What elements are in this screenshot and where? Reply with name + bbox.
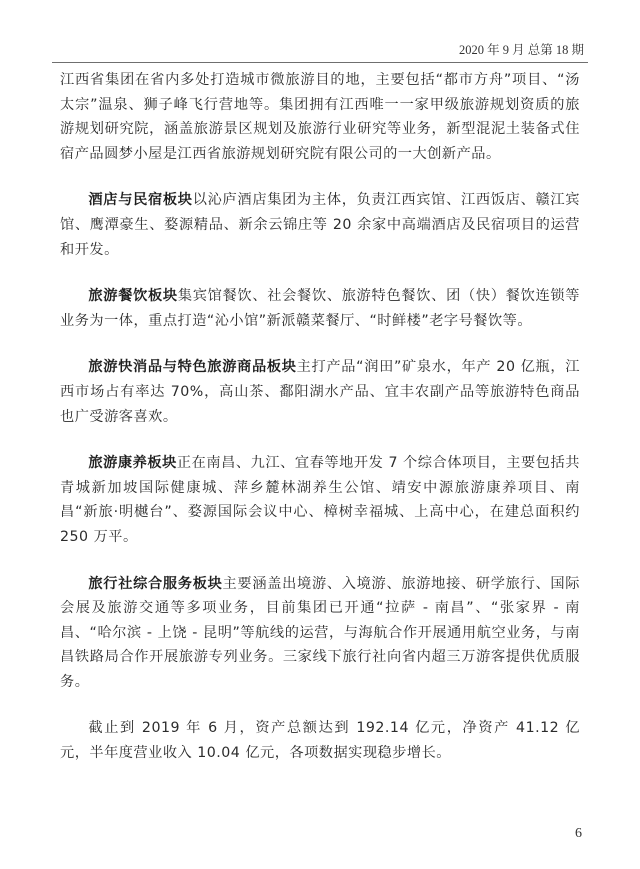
paragraph-catering (60, 284, 580, 333)
paragraph-lead: 酒店与民宿板块 (88, 192, 193, 209)
paragraph-text: 截止到 2019 年 6 月，资产总额达到 192.14 亿元，净资产 41.12 亿元，半年度营业收入 10.04 亿元，各项数据实现稳步增长。 (60, 720, 580, 762)
paragraph-lead: 旅游康养板块 (88, 455, 177, 472)
page-number: 6 (575, 826, 582, 841)
paragraph-text: 正在南昌、九江、宜春等地开发 7 个综合体项目，主要包括共青城新加坡国际健康城、萍乡麓林湖养生公馆、靖安中源旅游康养项目、南昌“新旅·明樾台”、婺源国际会议中心、樟树幸福城、上高中心，在建总面积约 250 万平。 (60, 455, 580, 545)
paragraph-travel-agency (60, 572, 580, 695)
paragraph-wellness (60, 451, 580, 549)
issue-header: 2020 年 9 月 总第 18 期 (458, 43, 584, 57)
paragraph-consumer-goods (60, 355, 580, 429)
paragraph-financials (60, 716, 580, 765)
paragraph-lead: 旅游快消品与特色旅游商品板块 (88, 359, 297, 376)
paragraph-text: 江西省集团在省内多处打造城市微旅游目的地，主要包括“都市方舟”项目、“汤太宗”温泉、狮子峰飞行营地等。集团拥有江西唯一一家甲级旅游规划资质的旅游规划研究院，涵盖旅游景区规划及旅游行业研究等业务，新型混泥土装备式住宿产品圆梦小屋是江西省旅游规划研究院有限公司的一大创新产品。 (60, 72, 580, 162)
paragraph-lead: 旅行社综合服务板块 (88, 575, 223, 592)
paragraph-lead: 旅游餐饮板块 (88, 288, 178, 305)
paragraph-text: 以沁庐酒店集团为主体，负责江西宾馆、江西饭店、赣江宾馆、鹰潭豪生、婺源精品、新余云锦庄等 20 余家中高端酒店及民宿项目的运营和开发。 (60, 192, 580, 258)
paragraph-text: 主打产品“润田”矿泉水，年产 20 亿瓶，江西市场占有率达 70%，高山茶、鄱阳湖水产品、宜丰农副产品等旅游特色商品也广受游客喜欢。 (60, 359, 580, 425)
header-divider (52, 62, 588, 63)
paragraph-intro (60, 68, 580, 166)
paragraph-text: 集宾馆餐饮、社会餐饮、旅游特色餐饮、团（快）餐饮连锁等业务为一体，重点打造“沁小馆”新派赣菜餐厅、“时鲜楼”老字号餐饮等。 (60, 288, 580, 329)
article-body (60, 68, 580, 788)
paragraph-hotel (60, 188, 580, 262)
paragraph-text: 主要涵盖出境游、入境游、旅游地接、研学旅行、国际会展及旅游交通等多项业务，目前集团已开通“拉萨 - 南昌”、“张家界 - 南昌、“哈尔滨 - 上饶 - 昆明”等航线的运营，与海航合作开展通用航空业务，与南昌铁路局合作开展旅游专列业务。三家线下旅行社向省内超三万游客提供优质服务。 (60, 575, 580, 690)
